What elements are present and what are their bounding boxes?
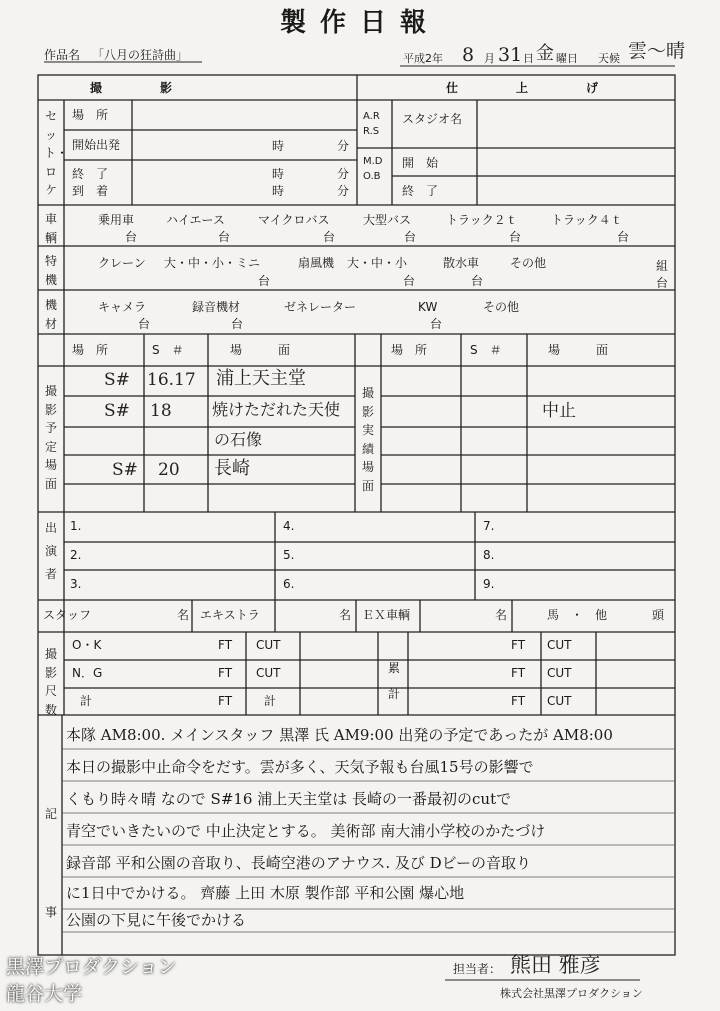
cast-number: 8. — [483, 548, 495, 562]
vehicle-car: 乗用車 — [98, 213, 135, 227]
planned-scenes-label: 撮影予定場面 — [44, 384, 57, 491]
vehicles-label: 車輌 — [44, 212, 57, 245]
finish-start-label: 開 始 — [402, 156, 439, 170]
end-minute-unit: 分 — [337, 167, 350, 181]
cast-number: 9. — [483, 577, 495, 591]
actual-scene-number-header: S ＃ — [470, 343, 502, 357]
vehicle-bus: 大型バス — [363, 213, 412, 227]
actual-scenes-label: 撮影実績場面 — [361, 386, 374, 493]
kw-label: KW — [418, 300, 438, 314]
vehicle-unit: 台 — [509, 230, 522, 244]
memo-line: くもり時々晴 なので S#16 浦上天主堂は 長崎の一番最初のcutで — [66, 790, 512, 808]
weather-value: 雲～晴 — [628, 40, 686, 62]
audio-equipment-label: 録音機材 — [192, 300, 241, 314]
fan-size: 大・中・小 — [347, 256, 408, 270]
footage-label: 撮影尺数 — [44, 647, 57, 717]
vehicle-unit: 台 — [617, 230, 630, 244]
planned-scene-prefix: S# — [112, 460, 138, 480]
weekday-unit: 曜日 — [556, 52, 578, 65]
memo-label: 記事 — [44, 807, 57, 920]
work-title: 「八月の狂詩曲」 — [92, 48, 189, 62]
crane-label: クレーン — [98, 256, 146, 270]
extra-label: エキストラ — [200, 608, 260, 622]
actual-scene-note: 中止 — [542, 401, 576, 421]
end-label: 終 了 — [72, 167, 109, 181]
finish-end-label: 終 了 — [402, 184, 439, 198]
vehicle-hiace: ハイエース — [166, 213, 225, 227]
person-label: 担当者： — [453, 962, 502, 976]
vehicle-unit: 台 — [404, 230, 417, 244]
memo-line: 本隊 AM8:00. メインスタッフ 黒澤 氏 AM9:00 出発の予定であったが AM8:00 — [66, 726, 613, 744]
day-unit: 日 — [523, 52, 534, 65]
depart-minute-unit: 分 — [337, 139, 350, 153]
memo-line: 青空でいきたいので 中止決定とする。 美術部 南大浦小学校のかたづけ — [66, 822, 546, 840]
special-unit: 台 — [656, 276, 669, 290]
special-unit: 台 — [258, 274, 271, 288]
cast-number: 1. — [70, 519, 82, 533]
equipment-other-label: その他 — [483, 300, 520, 314]
extra-count-unit: 名 — [339, 608, 352, 622]
planned-place-header: 場 所 — [72, 343, 109, 357]
memo-line: 公園の下見に午後でかける — [66, 911, 247, 929]
cast-number: 6. — [283, 577, 295, 591]
kumi-unit: 組 — [656, 259, 669, 273]
cast-number: 3. — [70, 577, 82, 591]
equipment-label: 機材 — [44, 298, 57, 331]
month-value: 8 — [462, 44, 475, 66]
planned-scene-description: 長崎 — [214, 458, 250, 479]
ng-label: N．G — [72, 666, 103, 680]
watermark-university: 龍谷大学 — [6, 983, 83, 1005]
cast-number: 4. — [283, 519, 295, 533]
camera-label: キャメラ — [98, 300, 147, 314]
planned-scene-number-header: S ＃ — [152, 343, 184, 357]
cut-unit: CUT — [547, 694, 572, 708]
actual-scene-header: 場 面 — [548, 343, 609, 357]
ob-label: O.B — [363, 171, 381, 182]
weekday-value: 金 — [536, 43, 554, 64]
fan-label: 扇風機 — [298, 256, 335, 270]
vehicle-unit: 台 — [323, 230, 336, 244]
memo-line: に1日中でかける。 齊藤 上田 木原 製作部 平和公園 爆心地 — [66, 884, 465, 902]
equipment-unit: 台 — [430, 317, 443, 331]
cut-unit: CUT — [547, 666, 572, 680]
horse-label: 馬 ・ 他 — [547, 608, 608, 622]
special-unit: 台 — [403, 274, 416, 288]
vehicle-unit: 台 — [125, 230, 138, 244]
special-unit: 台 — [471, 274, 484, 288]
actual-place-header: 場 所 — [391, 343, 428, 357]
cast-number: 7. — [483, 519, 495, 533]
equipment-unit: 台 — [231, 317, 244, 331]
memo-line: 録音部 平和公園の音取り、長崎空港のアナウス. 及び Dビーの音取り — [66, 854, 532, 872]
person-name: 熊田 雅彦 — [510, 953, 601, 977]
generator-label: ゼネレーター — [284, 300, 357, 314]
ft-unit: FT — [511, 638, 526, 652]
staff-label: スタッフ — [43, 608, 92, 622]
vehicle-truck2t: トラック２ｔ — [446, 213, 518, 227]
planned-scene-prefix: S# — [104, 401, 130, 421]
equipment-unit: 台 — [138, 317, 151, 331]
ft-unit: FT — [218, 638, 233, 652]
planned-scene-description: 浦上天主堂 — [216, 368, 306, 389]
cut-unit: CUT — [256, 638, 281, 652]
vehicle-truck4t: トラック４ｔ — [551, 213, 623, 227]
water-truck-label: 散水車 — [443, 256, 480, 270]
end-hour-unit: 時 — [272, 167, 285, 181]
shooting-header: 撮 影 — [90, 81, 175, 95]
day-value: 31 — [498, 44, 523, 66]
studio-label: スタジオ名 — [402, 112, 463, 126]
weather-label: 天候 — [598, 52, 620, 65]
ft-unit: FT — [218, 694, 233, 708]
planned-scene-prefix: S# — [104, 370, 130, 390]
ok-label: O・K — [72, 638, 102, 652]
vehicle-unit: 台 — [218, 230, 231, 244]
watermark-production: 黒澤プロダクション — [6, 956, 177, 978]
extra-vehicle-label: ＥＸ車輌 — [362, 608, 411, 622]
cut-unit: CUT — [256, 666, 281, 680]
arrive-minute-unit: 分 — [337, 184, 350, 198]
finish-header: 仕 上 げ — [446, 81, 601, 95]
planned-scene-header: 場 面 — [230, 343, 291, 357]
crane-size: 大・中・小・ミニ — [164, 256, 261, 270]
depart-hour-unit: 時 — [272, 139, 285, 153]
cast-label: 出演者 — [44, 521, 57, 581]
cumulative-label: 累計 — [387, 661, 400, 702]
vehicle-microbus: マイクロバス — [258, 213, 330, 227]
total-label: 計 — [264, 694, 277, 708]
place-label: 場 所 — [72, 108, 109, 122]
memo-line: 本日の撮影中止命令をだす。雲が多く、天気予報も台風15号の影響で — [66, 758, 534, 776]
work-label: 作品名 — [44, 48, 81, 62]
month-unit: 月 — [484, 52, 495, 65]
rs-label: R.S — [363, 126, 380, 137]
horse-unit: 頭 — [652, 608, 665, 622]
ar-label: A.R — [363, 111, 380, 122]
arrive-hour-unit: 時 — [272, 184, 285, 198]
special-label: 特機 — [44, 254, 57, 287]
cast-number: 5. — [283, 548, 295, 562]
form-title: 製作日報 — [279, 8, 440, 38]
ft-unit: FT — [218, 666, 233, 680]
set-loc-label: セット・ロケ — [44, 109, 69, 198]
company-name: 株式会社黒澤プロダクション — [500, 987, 643, 1000]
total-label: 計 — [80, 694, 93, 708]
planned-scene-description: 焼けただれた天使 — [212, 400, 341, 419]
cut-unit: CUT — [547, 638, 572, 652]
planned-scene-description: の石像 — [214, 430, 263, 449]
arrive-label: 到 着 — [72, 184, 109, 198]
extra-vehicle-unit: 名 — [495, 608, 508, 622]
planned-scene-number: 20 — [158, 460, 180, 480]
md-label: M.D — [363, 156, 383, 167]
planned-scene-number: 16.17 — [147, 370, 196, 390]
depart-label: 開始出発 — [72, 138, 121, 152]
planned-scene-number: 18 — [150, 401, 172, 421]
ft-unit: FT — [511, 666, 526, 680]
special-other-label: その他 — [510, 256, 547, 270]
cast-number: 2. — [70, 548, 82, 562]
staff-count-unit: 名 — [177, 608, 190, 622]
era: 平成2年 — [403, 52, 443, 65]
ft-unit: FT — [511, 694, 526, 708]
